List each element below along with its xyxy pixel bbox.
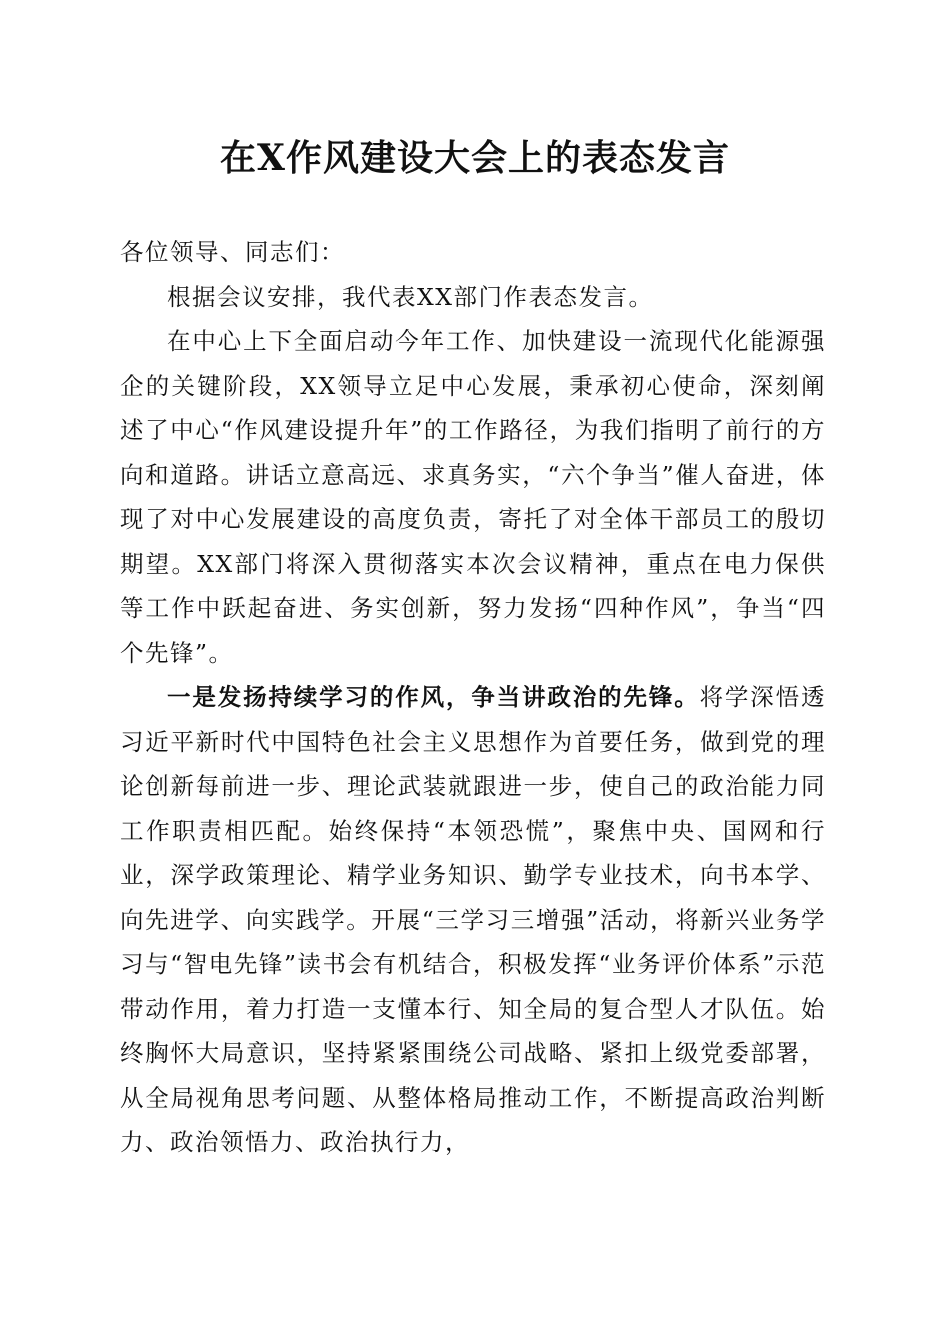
paragraph-text: 在中心上下全面启动今年工作、加快建设一流现代化能源强企的关键阶段，XX领导立足中心发展，秉承初心使命，深刻阐述了中心“作风建设提升年”的工作路径，为我们指明了前行的方向和道路。讲话立意高远、求真务实，“六个争当”催人奋进，体现了对中心发展建设的高度负责，寄托了对全体干部员工的殷切期望。XX部门将深入贯彻落实本次会议精神，重点在电力保供等工作中跃起奋进、务实创新，努力发扬“四种作风”，争当“四个先锋”。 xyxy=(120,327,826,667)
document-title: 在X作风建设大会上的表态发言 xyxy=(220,137,730,179)
greeting: 各位领导、同志们： xyxy=(120,238,345,266)
paragraph-lead: 一是发扬持续学习的作风，争当讲政治的先锋。 xyxy=(167,683,700,711)
paragraph-text: 根据会议安排，我代表XX部门作表态发言。 xyxy=(167,282,654,311)
paragraph xyxy=(120,319,826,675)
paragraph xyxy=(120,275,826,320)
document-body xyxy=(120,230,826,1165)
paragraph-text: 将学深悟透习近平新时代中国特色社会主义思想作为首要任务，做到党的理论创新每前进一步、理论武装就跟进一步，使自己的政治能力同工作职责相匹配。始终保持“本领恐慌”，聚焦中央、国网和行业，深学政策理论、精学业务知识、勤学专业技术，向书本学、向先进学、向实践学。开展“三学习三增强”活动，将新兴业务学习与“智电先锋”读书会有机结合，积极发挥“业务评价体系”示范带动作用，着力打造一支懂本行、知全局的复合型人才队伍。始终胸怀大局意识，坚持紧紧围绕公司战略、紧扣上级党委部署，从全局视角思考问题、从整体格局推动工作，不断提高政治判断力、政治领悟力、政治执行力， xyxy=(120,683,827,1156)
paragraph xyxy=(120,675,826,1165)
